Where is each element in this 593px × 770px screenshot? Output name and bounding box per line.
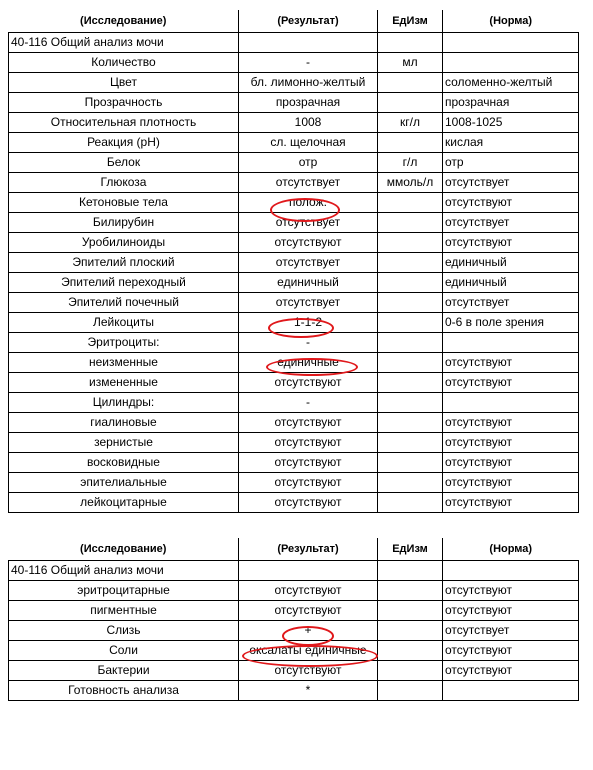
- norm-value: отсутствуют: [443, 233, 579, 253]
- table-row: [9, 113, 579, 133]
- table-header: [9, 538, 579, 561]
- table-row: [9, 641, 579, 661]
- result-cell: [239, 561, 378, 581]
- unit-value: [378, 293, 443, 313]
- study-name: Цилиндры:: [9, 393, 239, 413]
- norm-value: отсутствуют: [443, 581, 579, 601]
- norm-value: отсутствуют: [443, 433, 579, 453]
- norm-value: отсутствует: [443, 621, 579, 641]
- result-value: отсутствуют: [239, 433, 378, 453]
- study-name: Уробилиноиды: [9, 233, 239, 253]
- result-value: отсутствуют: [239, 493, 378, 513]
- study-name: Эритроциты:: [9, 333, 239, 353]
- header-norm: (Норма): [443, 10, 579, 33]
- norm-value: отсутствует: [443, 293, 579, 313]
- table-row: [9, 193, 579, 213]
- results-table-2: [8, 538, 579, 701]
- header-result: (Результат): [239, 10, 378, 33]
- table-row: [9, 313, 579, 333]
- unit-value: [378, 641, 443, 661]
- result-value: сл. щелочная: [239, 133, 378, 153]
- table-row: [9, 253, 579, 273]
- results-table-1: [8, 10, 579, 513]
- table-row: [9, 53, 579, 73]
- unit-value: [378, 453, 443, 473]
- result-value: отсутствуют: [239, 473, 378, 493]
- result-value: -: [239, 53, 378, 73]
- unit-value: мл: [378, 53, 443, 73]
- result-value: 1008: [239, 113, 378, 133]
- unit-value: [378, 133, 443, 153]
- unit-value: [378, 681, 443, 701]
- study-name: измененные: [9, 373, 239, 393]
- unit-value: [378, 581, 443, 601]
- table-row: [9, 393, 579, 413]
- unit-value: [378, 253, 443, 273]
- table-row: [9, 621, 579, 641]
- unit-value: г/л: [378, 153, 443, 173]
- norm-value: отсутствуют: [443, 493, 579, 513]
- study-name: пигментные: [9, 601, 239, 621]
- table-row: [9, 581, 579, 601]
- result-cell: [239, 33, 378, 53]
- unit-value: [378, 621, 443, 641]
- unit-value: [378, 273, 443, 293]
- unit-value: [378, 93, 443, 113]
- result-value: отр: [239, 153, 378, 173]
- study-name: неизменные: [9, 353, 239, 373]
- norm-value: отсутствуют: [443, 661, 579, 681]
- unit-value: [378, 473, 443, 493]
- study-name: эритроцитарные: [9, 581, 239, 601]
- norm-cell: [443, 561, 579, 581]
- table-row: [9, 681, 579, 701]
- table-row: [9, 273, 579, 293]
- norm-value: отсутствуют: [443, 473, 579, 493]
- norm-value: [443, 393, 579, 413]
- result-value: отсутствуют: [239, 453, 378, 473]
- table-row: [9, 413, 579, 433]
- study-name: Глюкоза: [9, 173, 239, 193]
- table-row: [9, 93, 579, 113]
- unit-value: [378, 493, 443, 513]
- table-row: [9, 153, 579, 173]
- header-result: (Результат): [239, 538, 378, 561]
- result-value: единичный: [239, 273, 378, 293]
- result-value: бл. лимонно-желтый: [239, 73, 378, 93]
- norm-value: единичный: [443, 273, 579, 293]
- section-row: [9, 561, 579, 581]
- norm-value: отсутствуют: [443, 193, 579, 213]
- norm-value: отсутствует: [443, 213, 579, 233]
- section-title: 40-116 Общий анализ мочи: [9, 561, 239, 581]
- result-value: отсутствует: [239, 213, 378, 233]
- norm-value: отсутствуют: [443, 601, 579, 621]
- table-row: [9, 453, 579, 473]
- study-name: Слизь: [9, 621, 239, 641]
- unit-value: кг/л: [378, 113, 443, 133]
- unit-value: [378, 193, 443, 213]
- table-row: [9, 353, 579, 373]
- unit-value: [378, 661, 443, 681]
- norm-value: отр: [443, 153, 579, 173]
- study-name: Эпителий почечный: [9, 293, 239, 313]
- table-row: [9, 433, 579, 453]
- result-value: -: [239, 333, 378, 353]
- unit-value: [378, 353, 443, 373]
- result-value: +: [239, 621, 378, 641]
- result-value: прозрачная: [239, 93, 378, 113]
- table-row: [9, 493, 579, 513]
- table-row: [9, 293, 579, 313]
- study-name: восковидные: [9, 453, 239, 473]
- header-unit: ЕдИзм: [378, 10, 443, 33]
- result-value: отсутствуют: [239, 373, 378, 393]
- norm-value: отсутствуют: [443, 413, 579, 433]
- norm-value: отсутствуют: [443, 641, 579, 661]
- study-name: лейкоцитарные: [9, 493, 239, 513]
- unit-value: [378, 333, 443, 353]
- norm-value: кислая: [443, 133, 579, 153]
- study-name: Прозрачность: [9, 93, 239, 113]
- table-row: [9, 601, 579, 621]
- study-name: Цвет: [9, 73, 239, 93]
- norm-value: [443, 53, 579, 73]
- unit-value: [378, 393, 443, 413]
- unit-value: ммоль/л: [378, 173, 443, 193]
- unit-value: [378, 213, 443, 233]
- result-value: полож.: [239, 193, 378, 213]
- unit-value: [378, 73, 443, 93]
- result-value: отсутствуют: [239, 581, 378, 601]
- unit-value: [378, 233, 443, 253]
- result-value: отсутствует: [239, 293, 378, 313]
- unit-value: [378, 413, 443, 433]
- table-row: [9, 373, 579, 393]
- norm-value: 0-6 в поле зрения: [443, 313, 579, 333]
- section-row: [9, 33, 579, 53]
- study-name: Относительная плотность: [9, 113, 239, 133]
- norm-value: отсутствуют: [443, 453, 579, 473]
- norm-value: отсутствует: [443, 173, 579, 193]
- table-row: [9, 133, 579, 153]
- result-value: отсутствуют: [239, 601, 378, 621]
- study-name: Эпителий переходный: [9, 273, 239, 293]
- unit-value: [378, 601, 443, 621]
- result-value: оксалаты единичные: [239, 641, 378, 661]
- result-value: отсутствуют: [239, 233, 378, 253]
- table-row: [9, 333, 579, 353]
- norm-value: [443, 681, 579, 701]
- unit-value: [378, 373, 443, 393]
- unit-cell: [378, 561, 443, 581]
- study-name: Эпителий плоский: [9, 253, 239, 273]
- study-name: Лейкоциты: [9, 313, 239, 333]
- result-value: единичные: [239, 353, 378, 373]
- study-name: Соли: [9, 641, 239, 661]
- unit-value: [378, 313, 443, 333]
- section-title: 40-116 Общий анализ мочи: [9, 33, 239, 53]
- header-norm: (Норма): [443, 538, 579, 561]
- unit-value: [378, 433, 443, 453]
- norm-value: соломенно-желтый: [443, 73, 579, 93]
- table-row: [9, 473, 579, 493]
- study-name: Кетоновые тела: [9, 193, 239, 213]
- study-name: Количество: [9, 53, 239, 73]
- study-name: Белок: [9, 153, 239, 173]
- header-study: (Исследование): [9, 538, 239, 561]
- table-row: [9, 233, 579, 253]
- table-row: [9, 661, 579, 681]
- study-name: эпителиальные: [9, 473, 239, 493]
- norm-value: прозрачная: [443, 93, 579, 113]
- result-value: отсутствует: [239, 173, 378, 193]
- result-value: 1-1-2: [239, 313, 378, 333]
- norm-value: 1008-1025: [443, 113, 579, 133]
- header-study: (Исследование): [9, 10, 239, 33]
- study-name: гиалиновые: [9, 413, 239, 433]
- study-name: Реакция (pH): [9, 133, 239, 153]
- table-row: [9, 73, 579, 93]
- study-name: Бактерии: [9, 661, 239, 681]
- table-header: [9, 10, 579, 33]
- unit-cell: [378, 33, 443, 53]
- result-value: отсутствуют: [239, 661, 378, 681]
- norm-value: отсутствуют: [443, 373, 579, 393]
- norm-cell: [443, 33, 579, 53]
- result-value: отсутствует: [239, 253, 378, 273]
- norm-value: единичный: [443, 253, 579, 273]
- result-value: -: [239, 393, 378, 413]
- study-name: Готовность анализа: [9, 681, 239, 701]
- table-row: [9, 173, 579, 193]
- table-row: [9, 213, 579, 233]
- norm-value: отсутствуют: [443, 353, 579, 373]
- result-value: отсутствуют: [239, 413, 378, 433]
- norm-value: [443, 333, 579, 353]
- result-value: *: [239, 681, 378, 701]
- study-name: зернистые: [9, 433, 239, 453]
- header-unit: ЕдИзм: [378, 538, 443, 561]
- study-name: Билирубин: [9, 213, 239, 233]
